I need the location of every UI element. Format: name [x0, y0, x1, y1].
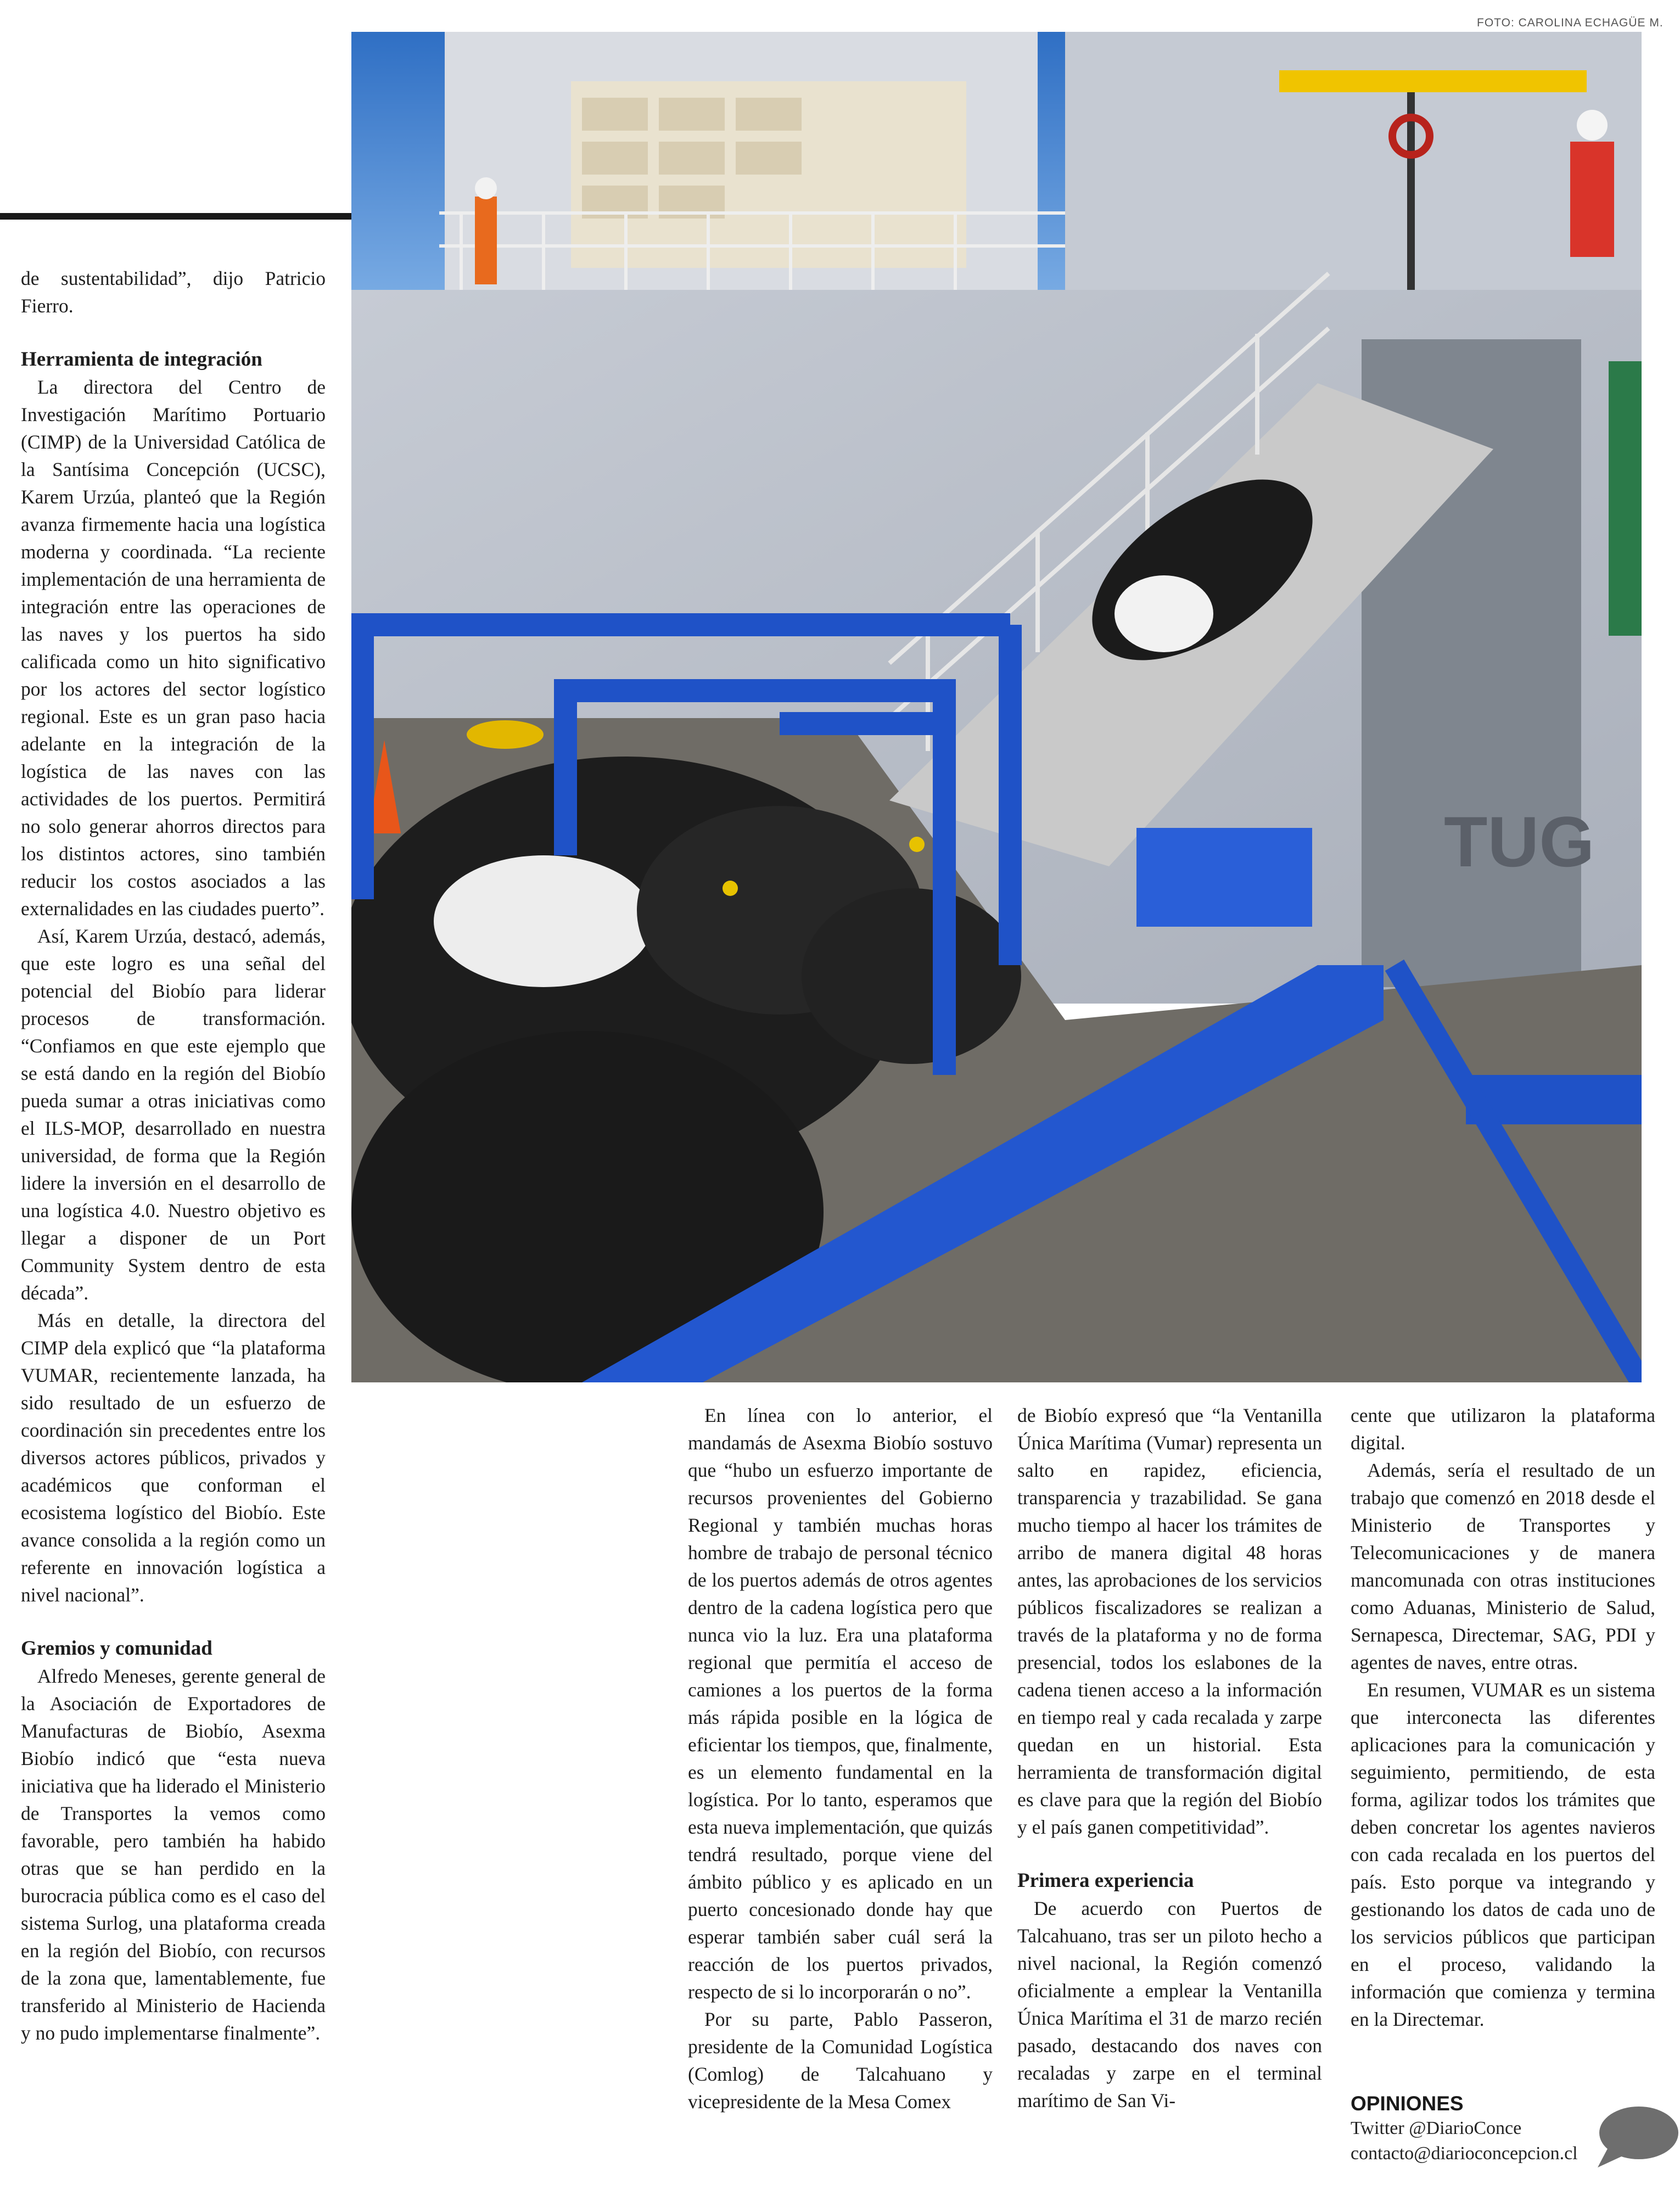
subheading-gremios: Gremios y comunidad: [21, 1637, 212, 1660]
opinions-email[interactable]: contacto@diarioconcepcion.cl: [1351, 2143, 1578, 2164]
worker-red-vest: [1570, 142, 1614, 257]
article-column-3: [1017, 1402, 1322, 2114]
opinions-box: [1351, 2092, 1609, 2166]
opinions-twitter[interactable]: Twitter @DiarioConce: [1351, 2118, 1522, 2138]
paragraph: Por su parte, Pablo Passeron, presidente de la Comunidad Logística (Comlog) de Talcahuano y vicepresidente de la Mesa Comex: [688, 2008, 993, 2113]
paragraph: De acuerdo con Puertos de Talcahuano, tras ser un piloto hecho a nivel nacional, la Región comenzó oficialmente a emplear la Ventanilla Única Marítima el 31 de marzo recién pasado, destacando dos naves con recaladas y zarpe en el terminal marítimo de San Vi-: [1017, 1897, 1322, 2111]
paragraph: La directora del Centro de Investigación Marítimo Portuario (CIMP) de la Universidad Católica de la Santísima Concepción (UCSC), Karem Urzúa, planteó que la Región avanza firmemente hacia una logística moderna y coordinada. “La reciente implementación de una herramienta de integración entre las operaciones de las naves y los puertos ha sido calificada como un hito significativo por los actores del sector logístico regional. Este es un gran paso hacia adelante en la integración de la logística de las naves con las actividades de los puertos. Permitirá no solo generar ahorros directos para los distintos actores, sino también reducir los costos asociados a las externalidades en las ciudades puerto”.: [21, 376, 326, 920]
worker-orange: [475, 197, 497, 284]
speech-bubble-icon: [1587, 2103, 1680, 2171]
photo-credit: FOTO: CAROLINA ECHAGÜE M.: [1477, 16, 1664, 29]
opinions-title: OPINIONES: [1351, 2092, 1464, 2115]
paragraph: Además, sería el resultado de un trabajo que comenzó en 2018 desde el Ministerio de Transportes y Telecomunicaciones y de manera mancomunada con otras instituciones como Aduanas, Ministerio de Salud, Sernapesca, Directemar, SAG, PDI y agentes de naves, entre otras.: [1351, 1459, 1655, 1673]
ship-hull-text: TUG: [1444, 802, 1595, 882]
article-column-1: [21, 265, 326, 2047]
article-column-4: [1351, 1402, 1655, 2033]
paragraph: Alfredo Meneses, gerente general de la Asociación de Exportadores de Manufacturas de Biobío, Asexma Biobío indicó que “esta nueva iniciativa que ha liderado el Ministerio de Transportes la vemos como favorable, pero también ha habido otras que se han perdido en la burocracia pública como es el caso del sistema Surlog, una plataforma creada en la región del Biobío, con recursos de la zona que, lamentablemente, fue transferido al Ministerio de Hacienda y no pudo implementarse finalmente”.: [21, 1665, 326, 2044]
subheading-integracion: Herramienta de integración: [21, 348, 262, 371]
paragraph: En línea con lo anterior, el mandamás de Asexma Biobío sostuvo que “hubo un esfuerzo importante de recursos provenientes del Gobierno Regional y también muchas horas hombre de trabajo de personal técnico de los puertos además de otros agentes dentro de la cadena logística pero que nunca vio la luz. Era una plataforma regional que permitía el acceso de camiones a los puertos de la forma más rápida posible en la lógica de eficientar los tiempos, que, finalmente, es un elemento fundamental en la logística. Por lo tanto, esperamos que esta nueva implementación, que quizás tendrá resultado, porque viene del ámbito público y es aplicado en un puerto concesionado donde hay que esperar también saber cuál será la reacción de los puertos privados, respecto de si lo incorporarán o no”.: [688, 1404, 993, 2003]
paragraph: En resumen, VUMAR es un sistema que interconecta las diferentes aplicaciones para la comunicación y seguimiento, permitiendo, de esta forma, agilizar todos los trámites que deben concretar los agentes navieros con cada recalada en los puertos del país. Esto porque va integrando y gestionando los datos de cada uno de los servicios públicos que participan en el proceso, validando la información que comienza y termina en la Directemar.: [1351, 1679, 1655, 2030]
paragraph: Así, Karem Urzúa, destacó, además, que este logro es una señal del potencial del Biobío para liderar procesos de transformación. “Confiamos en que este ejemplo que se está dando en la región del Biobío pueda sumar a otras iniciativas como el ILS-MOP, desarrollado en nuestra universidad, de forma que la Región lidere la inversión en el desarrollo de una logística 4.0. Nuestro objetivo es llegar a disponer de un Port Community System dentro de esta década”.: [21, 925, 326, 1304]
paragraph: cente que utilizaron la plataforma digital.: [1351, 1404, 1655, 1454]
paragraph: de Biobío expresó que “la Ventanilla Única Marítima (Vumar) representa un salto en rapidez, eficiencia, transparencia y trazabilidad. Se gana mucho tiempo al hacer los trámites de arribo de manera digital 48 horas antes, las aprobaciones de los servicios públicos fiscalizadores se realizan a través de la plataforma y no de forma presencial, todos los eslabones de la cadena tienen acceso a la información en tiempo real y cada recalada y zarpe quedan en un historial. Esta herramienta de transformación digital es clave para que la región del Biobío y el país ganen competitividad”.: [1017, 1404, 1322, 1838]
paragraph: de sustentabilidad”, dijo Patricio Fierro.: [21, 267, 326, 317]
section-rule: [0, 213, 351, 220]
article-column-2: [688, 1402, 993, 2115]
article-photo: [351, 32, 1642, 1382]
crane-beam: [1279, 70, 1587, 92]
subheading-primera: Primera experiencia: [1017, 1869, 1194, 1892]
photo-illustration: [351, 32, 1642, 1382]
paragraph: Más en detalle, la directora del CIMP dela explicó que “la plataforma VUMAR, recientemente lanzada, ha sido resultado de un esfuerzo de coordinación sin precedentes entre los diversos actores públicos, privados y académicos que conforman el ecosistema logístico del Biobío. Este avance consolida a la región como un referente en innovación logística a nivel nacional”.: [21, 1309, 326, 1606]
